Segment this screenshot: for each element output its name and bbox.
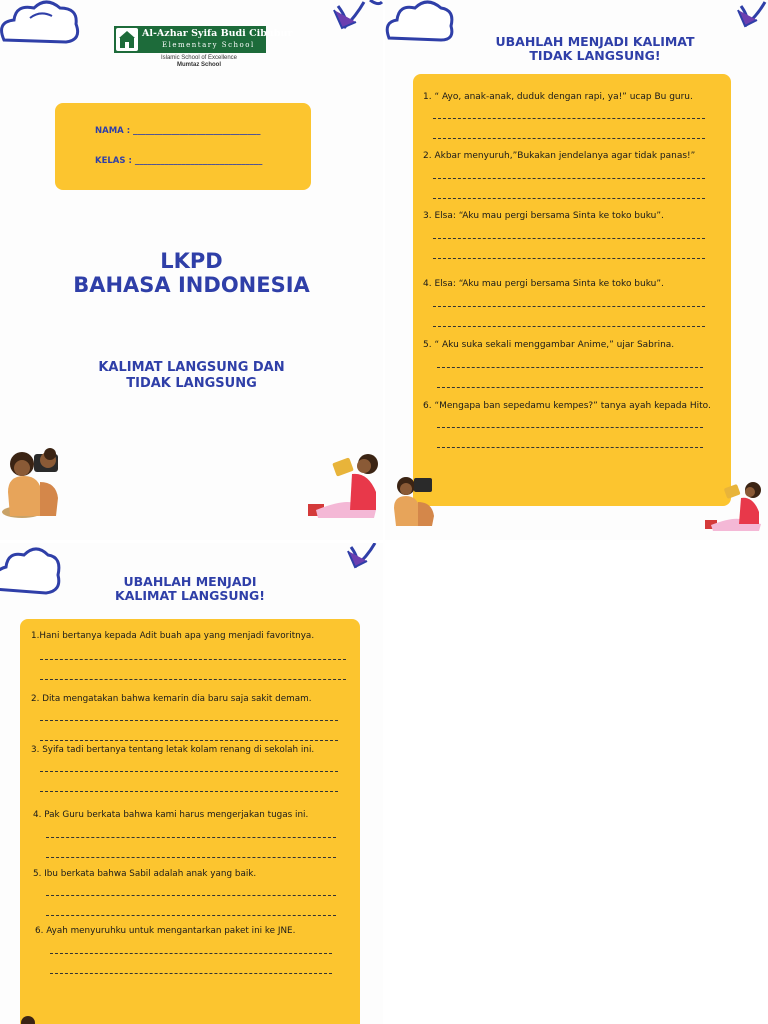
nama-field[interactable]: NAMA : ______________________________	[95, 126, 261, 136]
answer-line[interactable]	[437, 427, 703, 428]
arrow-doodle-icon	[330, 0, 383, 36]
answer-line[interactable]	[437, 387, 703, 388]
question-1: 1.Hani bertanya kepada Adit buah apa yang menjadi favoritnya.	[31, 631, 315, 641]
answer-line[interactable]	[40, 720, 338, 721]
school-emblem-icon	[116, 28, 138, 51]
question-5: 5. “ Aku suka sekali menggambar Anime,” ujar Sabrina.	[423, 340, 675, 350]
topic-title	[0, 360, 383, 392]
answer-line[interactable]	[40, 659, 346, 660]
answer-line[interactable]	[433, 178, 705, 179]
answer-line[interactable]	[46, 895, 336, 896]
cover-page	[0, 0, 383, 540]
school-tagline-block	[156, 55, 242, 69]
answer-line[interactable]	[433, 306, 705, 307]
question-4: 4. Pak Guru berkata bahwa kami harus mengerjakan tugas ini.	[33, 810, 309, 820]
answer-line[interactable]	[40, 679, 346, 680]
question-4: 4. Elsa: “Aku mau pergi bersama Sinta ke toko buku”.	[423, 279, 664, 289]
answer-line[interactable]	[433, 326, 705, 327]
answer-line[interactable]	[46, 857, 336, 858]
topic-line-2: TIDAK LANGSUNG	[126, 376, 257, 391]
answer-line[interactable]	[40, 791, 338, 792]
answer-line[interactable]	[433, 198, 705, 199]
answer-line[interactable]	[437, 447, 703, 448]
question-6: 6. Ayah menyuruhku untuk mengantarkan paket ini ke JNE.	[35, 926, 296, 936]
student-info-panel	[55, 103, 311, 190]
topic-line-1: KALIMAT LANGSUNG DAN	[98, 360, 285, 375]
question-3: 3. Elsa: “Aku mau pergi bersama Sinta ke toko buku”.	[423, 211, 664, 221]
worksheet-langsung	[0, 543, 383, 1024]
answer-line[interactable]	[46, 915, 336, 916]
answer-line[interactable]	[40, 740, 338, 741]
title-lkpd: LKPD	[160, 249, 223, 273]
school-motto: Mumtaz School	[176, 62, 221, 68]
page-title	[0, 249, 383, 297]
answer-line[interactable]	[433, 238, 705, 239]
title-subject: BAHASA INDONESIA	[73, 273, 310, 297]
arrow-doodle-icon	[735, 0, 768, 34]
answer-line[interactable]	[46, 837, 336, 838]
school-name: Al-Azhar Syifa Budi Cibubur	[142, 28, 293, 39]
kid-with-tablet-illustration	[390, 472, 440, 530]
answer-line[interactable]	[433, 138, 705, 139]
worksheet-title-line-1: UBAHLAH MENJADI	[123, 574, 257, 589]
arrow-doodle-icon	[345, 543, 383, 573]
worksheet-title-line-2: KALIMAT LANGSUNG!	[115, 588, 265, 603]
girl-reading-illustration	[306, 448, 383, 520]
school-tagline: Islamic School of Excellence	[160, 55, 238, 61]
question-6: 6. “Mengapa ban sepedamu kempes?” tanya ayah kepada Hito.	[423, 401, 711, 411]
worksheet-tidak-langsung	[385, 0, 768, 540]
girl-reading-illustration	[703, 478, 765, 533]
school-level: Elementary School	[162, 41, 255, 49]
question-3: 3. Syifa tadi bertanya tentang letak kolam renang di sekolah ini.	[31, 745, 315, 755]
question-1: 1. “ Ayo, anak-anak, duduk dengan rapi, ya!” ucap Bu guru.	[423, 92, 693, 102]
kelas-field[interactable]: KELAS : ______________________________	[95, 156, 263, 166]
answer-line[interactable]	[40, 771, 338, 772]
worksheet-title	[445, 35, 745, 63]
worksheet-title-line-1: UBAHLAH MENJADI KALIMAT	[495, 34, 695, 49]
question-2: 2. Akbar menyuruh,”Bukakan jendelanya agar tidak panas!”	[423, 151, 696, 161]
answer-line[interactable]	[433, 258, 705, 259]
answer-line[interactable]	[50, 973, 332, 974]
worksheet-title	[40, 575, 340, 603]
question-panel	[413, 74, 731, 506]
answer-line[interactable]	[437, 367, 703, 368]
kid-illustration-partial	[16, 1013, 40, 1024]
answer-line[interactable]	[433, 118, 705, 119]
question-5: 5. Ibu berkata bahwa Sabil adalah anak yang baik.	[33, 869, 257, 879]
school-logo	[114, 26, 293, 53]
kid-with-tablet-illustration	[0, 442, 70, 522]
cloud-icon	[0, 0, 80, 48]
question-panel	[20, 619, 360, 1024]
worksheet-title-line-2: TIDAK LANGSUNG!	[529, 48, 661, 63]
answer-line[interactable]	[50, 953, 332, 954]
question-2: 2. Dita mengatakan bahwa kemarin dia baru saja sakit demam.	[31, 694, 312, 704]
